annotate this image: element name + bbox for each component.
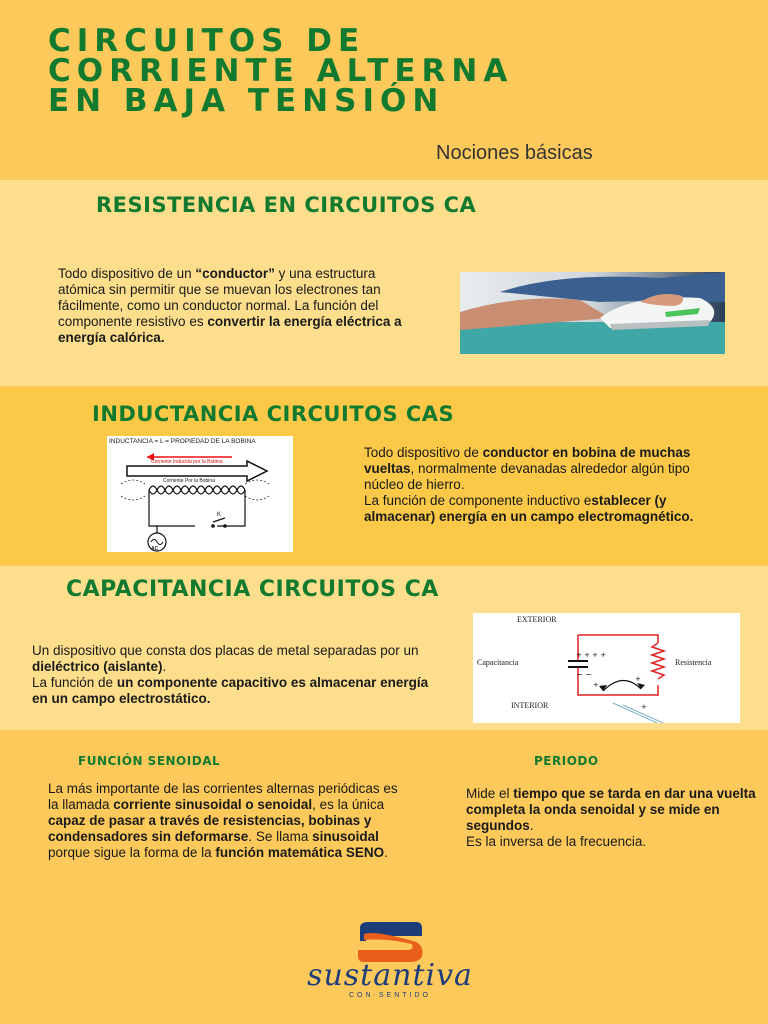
capacitance-diagram-cap-label: Capacitancia <box>477 658 519 667</box>
capacitance-diagram-interior: INTERIOR <box>511 701 549 710</box>
text-segment: Todo dispositivo de un <box>58 266 196 281</box>
capacitancia-text <box>32 643 432 707</box>
ironing-photo <box>460 272 725 354</box>
text-segment: . <box>162 659 167 674</box>
capacitance-diagram-res-label: Resistencia <box>675 658 712 667</box>
text-segment: stablecer (y almacenar) energía en un campo electromagnético. <box>364 493 694 524</box>
text-segment: un componente capacitivo es almacenar energía en un campo electrostático. <box>32 675 429 706</box>
inductance-diagram-induced: Corriente Inducida por la Bobina <box>151 459 223 465</box>
text-segment: tiempo que se tarda en dar una vuelta completa la onda senoidal y se mide en segundos <box>466 786 756 833</box>
capacitance-diagram-exterior: EXTERIOR <box>517 615 557 624</box>
svg-text:+ + + +: + + + + <box>576 651 607 659</box>
text-segment: Es la inversa de la frecuencia. <box>466 834 647 849</box>
logo-name: sustantiva <box>307 958 473 993</box>
text-segment: , es la única <box>312 797 385 812</box>
text-segment: sinusoidal <box>312 829 379 844</box>
svg-text:+: + <box>641 703 647 711</box>
section-heading-periodo: PERIODO <box>534 754 599 768</box>
senoidal-text <box>48 781 406 861</box>
text-segment: Un dispositivo que consta dos placas de metal separadas por un <box>32 643 419 658</box>
text-segment: . <box>384 845 388 860</box>
text-segment: dieléctrico (aislante) <box>32 659 163 674</box>
title-line-2: CORRIENTE ALTERNA <box>48 53 514 89</box>
text-segment: La función de <box>32 675 117 690</box>
periodo-text <box>466 786 756 850</box>
inductance-diagram <box>107 436 293 552</box>
inductance-diagram-k: K <box>217 512 222 518</box>
sustantiva-logo <box>290 922 490 1002</box>
resistencia-text <box>58 266 410 346</box>
title-line-1: CIRCUITOS DE <box>48 23 366 59</box>
svg-text:− −: − − <box>576 670 592 679</box>
logo-tagline: CON·SENTIDO <box>349 992 431 999</box>
text-segment: convertir la energía eléctrica a energía calórica. <box>58 314 402 345</box>
logo-mark-icon <box>356 922 426 962</box>
capacitance-diagram <box>473 613 740 723</box>
text-segment: , normalmente devanadas alrededor algún tipo núcleo de hierro. <box>364 461 690 492</box>
section-heading-inductancia: INDUCTANCIA CIRCUITOS CAS <box>92 402 455 426</box>
section-heading-resistencia: RESISTENCIA EN CIRCUITOS CA <box>96 193 477 217</box>
inductance-diagram-title: INDUCTANCIA = L = PROPIEDAD DE LA BOBINA <box>109 438 256 445</box>
inductance-diagram-coil-label: Corriente Por la Bobina <box>163 478 215 484</box>
inductance-diagram-ac: AC <box>151 546 159 552</box>
title-line-3: EN BAJA TENSIÓN <box>48 83 445 119</box>
inductancia-text <box>364 445 714 525</box>
section-heading-capacitancia: CAPACITANCIA CIRCUITOS CA <box>66 577 439 602</box>
text-segment: Todo dispositivo de <box>364 445 483 460</box>
text-segment: Mide el <box>466 786 514 801</box>
text-segment: porque sigue la forma de la <box>48 845 216 860</box>
text-segment: . Se llama <box>248 829 313 844</box>
page-title <box>48 23 748 119</box>
text-segment: corriente sinusoidal o senoidal <box>113 797 313 812</box>
text-segment: función matemática SENO <box>215 845 385 860</box>
text-segment: La función de componente inductivo e <box>364 493 592 508</box>
svg-text:+: + <box>593 681 599 689</box>
text-segment: La más importante de las corrientes alternas periódicas es la llamada <box>48 781 398 812</box>
page-subtitle: Nociones básicas <box>436 142 593 164</box>
section-heading-senoidal: FUNCIÓN SENOIDAL <box>78 754 221 768</box>
svg-text:+: + <box>635 675 641 683</box>
text-segment: “conductor” <box>195 266 275 281</box>
text-segment: y una estructura atómica sin permitir que se muevan los electrones tan fácilmente, como un conductor normal. La función del componente resistivo es <box>58 266 381 329</box>
text-segment: capaz de pasar a través de resistencias, bobinas y condensadores sin deformarse <box>48 813 372 844</box>
text-segment: . <box>529 818 534 833</box>
text-segment: conductor en bobina de muchas vueltas <box>364 445 691 476</box>
